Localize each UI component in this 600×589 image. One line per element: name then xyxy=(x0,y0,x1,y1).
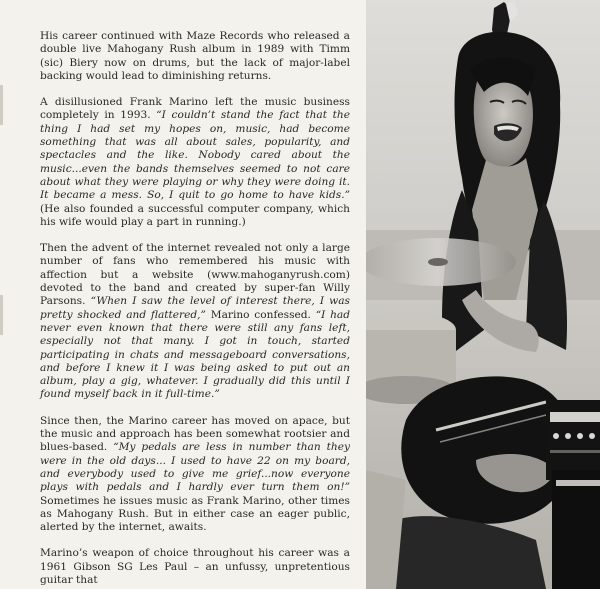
quote-text: “When I saw the level of interest there, I was pretty shocked and flattered,” xyxy=(40,295,350,321)
body-text: His career continued with Maze Records who released a double live Mahogany Rush album in 1989 with Timm (sic) Biery now on drums, but the lack of major-label backing would lead to diminishing returns. xyxy=(40,30,350,82)
guitarist-photo-image xyxy=(366,0,600,589)
page-edge-mark xyxy=(0,295,3,335)
body-text: Since then, the Marino career has moved on apace, but the music and approach has been somewhat rootsier and blues-based. xyxy=(40,414,350,454)
body-text: (He also founded a successful computer company, which his wife would play a part in running.) xyxy=(40,202,350,228)
body-text: A disillusioned Frank Marino left the music business completely in 1993. xyxy=(40,96,350,122)
article-paragraph xyxy=(40,547,350,587)
page-edge-mark xyxy=(0,85,3,125)
quote-text: “I couldn’t stand the fact that the thing I had set my hopes on, music, had become something that was all about sales, popularity, and spectacles and the like. Nobody cared about the music...even the bands themselves seemed to not care about what they were playing or why they were doing it. It became a mess. So, I quit to go home to have kids.” xyxy=(40,109,351,202)
article-text xyxy=(40,30,350,589)
body-text: Then the advent of the internet revealed not only a large number of fans who remembered his music with affection but a website (www.mahoganyrush.com) devoted to the band and created by super-fan Willy Parsons. xyxy=(40,242,350,308)
body-text: Sometimes he issues music as Frank Marino, other times as Mahogany Rush. But in either case an eager public, alerted by the internet, awaits. xyxy=(40,494,350,534)
body-text: Marino’s weapon of choice throughout his career was a 1961 Gibson SG Les Paul – an unfussy, unpretentious guitar that xyxy=(40,547,350,586)
quote-text: “My pedals are less in number than they were in the old days... I used to have 22 on my board, and everybody used to give me grief...now everyone plays with pedals and I hardly ever turn them on!” xyxy=(40,441,350,494)
article-paragraph xyxy=(40,96,350,229)
article-paragraph xyxy=(40,242,350,402)
body-text: Marino confessed. xyxy=(205,308,316,321)
quote-text: “I had never even known that there were still any fans left, especially not that many. I got in touch, started participating in chats and messageboard conversations, and before I knew it I was being asked to put out an album, play a gig, whatever. I gradually did this until I found myself back in it full-time.” xyxy=(40,308,350,401)
article-paragraph xyxy=(40,30,350,83)
article-paragraph xyxy=(40,415,350,535)
concert-photo xyxy=(366,0,600,589)
